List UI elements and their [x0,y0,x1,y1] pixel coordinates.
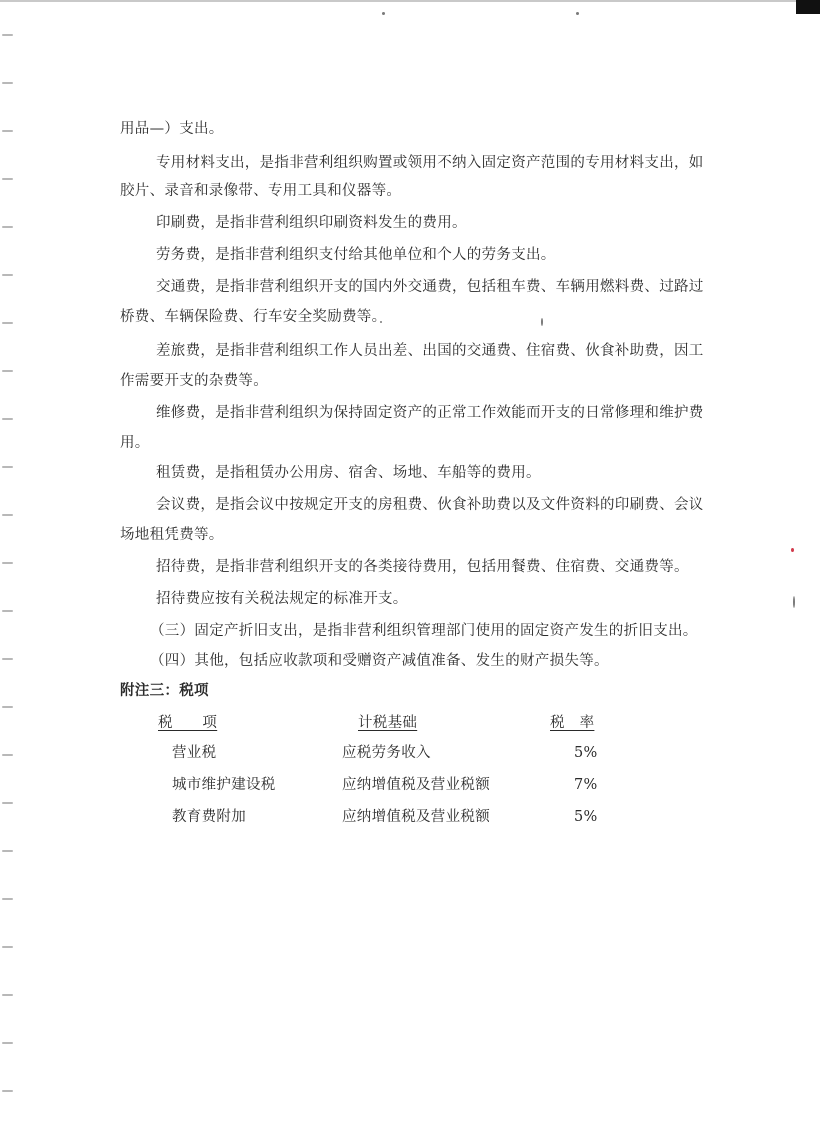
table-cell-tax-item: 城市维护建设税 [172,777,276,793]
paragraph-line: 交通费，是指非营利组织开支的国内外交通费，包括租车费、车辆用燃料费、过路过 [156,279,704,295]
scan-speck [541,318,543,326]
scan-speck [576,12,579,15]
paragraph-line: 专用材料支出，是指非营利组织购置或领用不纳入固定资产范围的专用材料支出，如 [156,155,704,171]
paragraph-line: 租赁费，是指租赁办公用房、宿舍、场地、车船等的费用。 [156,465,541,481]
table-cell-tax-item: 教育费附加 [172,809,246,825]
table-cell-tax-rate: 5% [574,745,598,761]
paragraph-line: 招待费应按有关税法规定的标准开支。 [156,591,408,607]
scan-speck [793,596,795,608]
scan-top-edge [0,0,820,2]
table-cell-tax-item: 营业税 [172,745,217,761]
table-header-tax-rate: 税 率 [550,715,595,731]
paragraph-line: 差旅费，是指非营利组织工作人员出差、出国的交通费、住宿费、伙食补助费，因工 [156,343,704,359]
scan-corner-mark [796,0,820,14]
paragraph-line: （三）固定产折旧支出，是指非营利组织管理部门使用的固定资产发生的折旧支出。 [150,623,698,639]
scan-speck [791,548,794,552]
paragraph-line: 印刷费，是指非营利组织印刷资料发生的费用。 [156,215,467,231]
paragraph-line: 劳务费，是指非营利组织支付给其他单位和个人的劳务支出。 [156,247,556,263]
paragraph-line: 胶片、录音和录像带、专用工具和仪器等。 [120,183,402,199]
table-cell-tax-base: 应税劳务收入 [342,745,431,761]
table-header-tax-item: 税 项 [158,715,218,731]
paragraph-line: 桥费、车辆保险费、行车安全奖励费等。 [120,309,387,325]
paragraph-line: 维修费，是指非营利组织为保持固定资产的正常工作效能而开支的日常修理和维护费 [156,405,704,421]
table-header-tax-base: 计税基础 [358,715,418,731]
paragraph-line: 招待费，是指非营利组织开支的各类接待费用，包括用餐费、住宿费、交通费等。 [156,559,689,575]
table-cell-tax-base: 应纳增值税及营业税额 [342,809,490,825]
table-cell-tax-base: 应纳增值税及营业税额 [342,777,490,793]
scan-speck [382,12,385,15]
paragraph-line: 会议费，是指会议中按规定开支的房租费、伙食补助费以及文件资料的印刷费、会议 [156,497,704,513]
paragraph-line: 作需要开支的杂费等。 [120,373,268,389]
paragraph-line: 用。 [120,435,150,451]
paragraph-line: （四）其他，包括应收款项和受赠资产减值准备、发生的财产损失等。 [150,653,609,669]
table-cell-tax-rate: 7% [574,777,598,793]
table-cell-tax-rate: 5% [574,809,598,825]
paragraph-line: 用品—）支出。 [120,121,224,137]
binding-hole-marks [2,20,16,1110]
paragraph-line: 场地租凭费等。 [120,527,224,543]
appendix-title: 附注三：税项 [120,682,209,699]
